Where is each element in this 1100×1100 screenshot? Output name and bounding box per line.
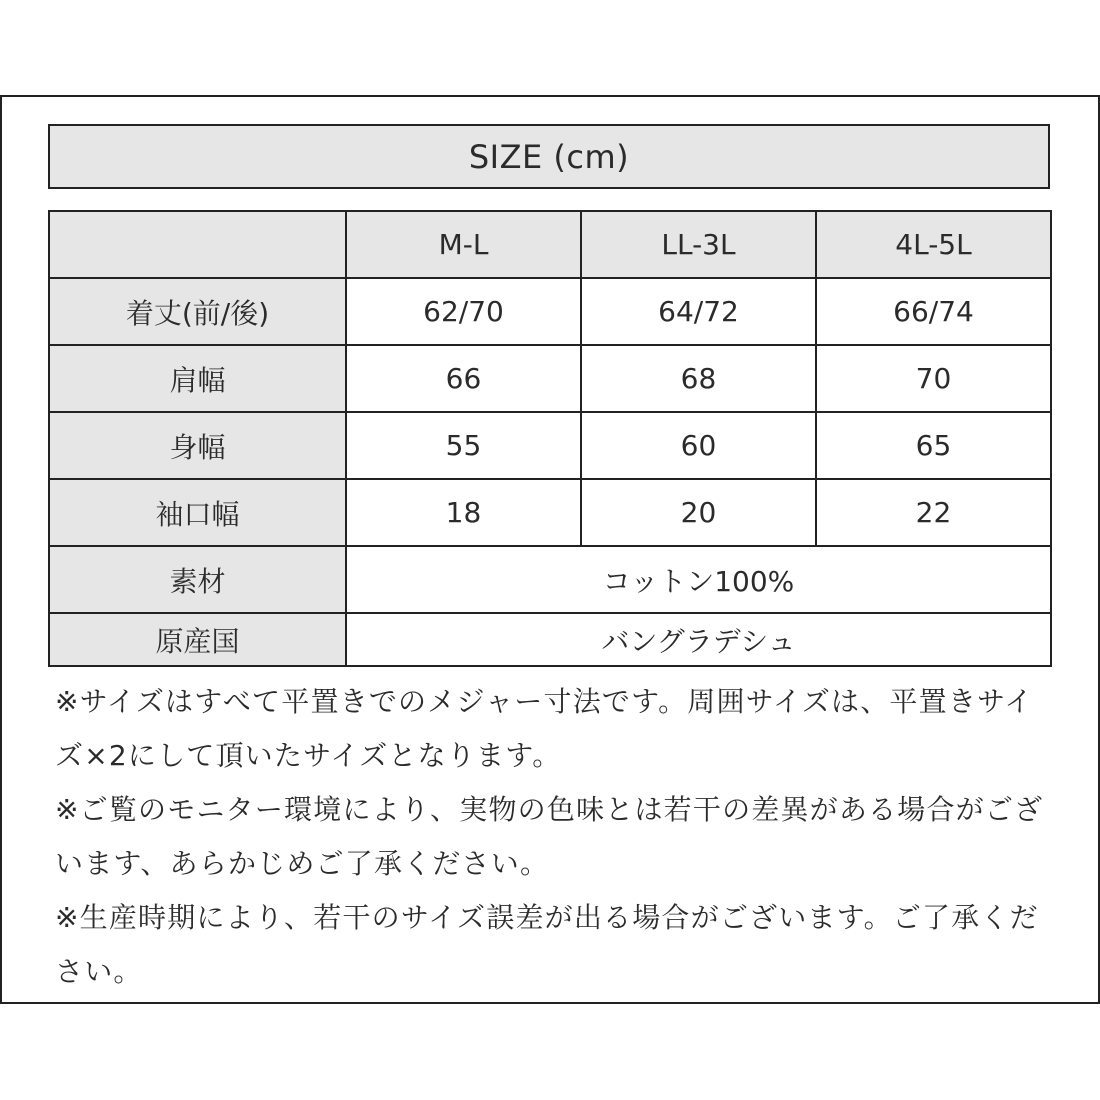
size-chart-title: SIZE (cm) — [48, 124, 1050, 189]
row-label-body-width: 身幅 — [49, 412, 346, 479]
material-value: コットン100% — [346, 546, 1051, 613]
table-row-origin — [49, 613, 1051, 666]
notes-section — [55, 675, 1045, 999]
table-cell: 68 — [581, 345, 816, 412]
table-corner-cell — [49, 211, 346, 278]
table-cell: 60 — [581, 412, 816, 479]
table-cell: 62/70 — [346, 278, 581, 345]
table-row — [49, 278, 1051, 345]
table-row-material — [49, 546, 1051, 613]
column-header-m-l: M-L — [346, 211, 581, 278]
row-label-shoulder-width: 肩幅 — [49, 345, 346, 412]
table-cell: 66/74 — [816, 278, 1051, 345]
table-cell: 20 — [581, 479, 816, 546]
table-cell: 64/72 — [581, 278, 816, 345]
origin-value: バングラデシュ — [346, 613, 1051, 666]
table-row — [49, 412, 1051, 479]
column-header-ll-3l: LL-3L — [581, 211, 816, 278]
row-label-length: 着丈(前/後) — [49, 278, 346, 345]
column-header-4l-5l: 4L-5L — [816, 211, 1051, 278]
row-label-cuff-width: 袖口幅 — [49, 479, 346, 546]
note-measurement: ※サイズはすべて平置きでのメジャー寸法です。周囲サイズは、平置きサイズ×2にして頂いたサイズとなります。 — [55, 685, 1034, 772]
table-row — [49, 479, 1051, 546]
table-row — [49, 345, 1051, 412]
row-label-material: 素材 — [49, 546, 346, 613]
table-cell: 18 — [346, 479, 581, 546]
table-header-row — [49, 211, 1051, 278]
table-cell: 65 — [816, 412, 1051, 479]
note-size-variance: ※生産時期により、若干のサイズ誤差が出る場合がございます。ご了承ください。 — [55, 901, 1039, 988]
row-label-origin: 原産国 — [49, 613, 346, 666]
table-cell: 55 — [346, 412, 581, 479]
size-table — [48, 210, 1052, 667]
table-cell: 66 — [346, 345, 581, 412]
table-cell: 70 — [816, 345, 1051, 412]
table-cell: 22 — [816, 479, 1051, 546]
note-color-disclaimer: ※ご覧のモニター環境により、実物の色味とは若干の差異がある場合がございます、あらかじめご了承ください。 — [55, 793, 1044, 880]
